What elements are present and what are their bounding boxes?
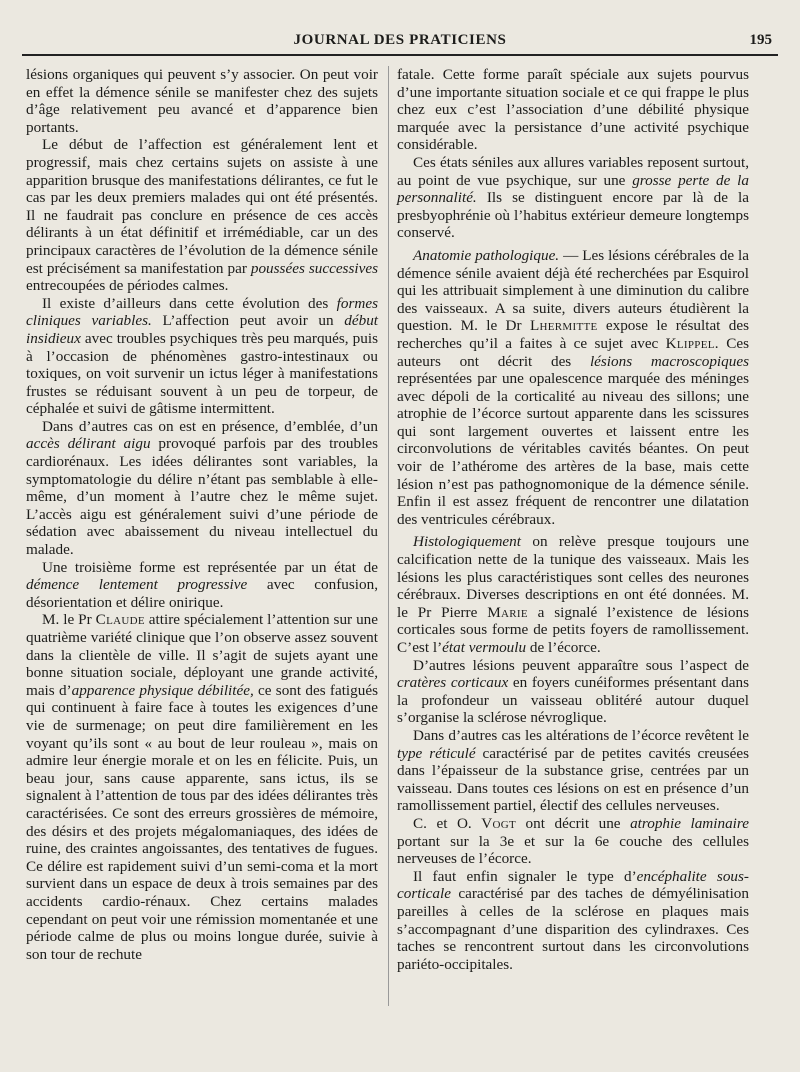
paragraph: Une troisième forme est représentée par un état de démence lentement progressive avec confusion, désorientation et délire onirique. <box>26 558 378 611</box>
left-column <box>26 66 378 963</box>
paragraph: Dans d’autres cas on est en présence, d’emblée, d’un accès délirant aigu provoqué parfois par des troubles cardiorénaux. Les idées délirantes sont variables, la symptomatologie du délire n’étant pas semblable à elle-même, d’un moment à l’autre chez le même sujet. L’accès aigu est généralement suivi d’une période de sédation avec abaissement du niveau intellectuel du malade. <box>26 417 378 559</box>
right-column <box>397 66 749 973</box>
paragraph: Il existe d’ailleurs dans cette évolution des formes cliniques variables. L’affection peut avoir un début insidieux avec troubles psychiques très peu marqués, puis à l’occasion de phénomènes gastro-intestinaux ou toxiques, on voit survenir un ictus léger à manifestations frustes se réduisant souvent à un peu de torpeur, de céphalée et suivi de gâtisme intermittent. <box>26 294 379 418</box>
paragraph: C. et O. Vogt ont décrit une atrophie laminaire portant sur la 3e et sur la 6e couche des cellules nerveuses de l’écorce. <box>397 814 749 868</box>
paragraph: Il faut enfin signaler le type d’encéphalite sous-corticale caractérisé par des taches de démyélinisation pareilles à celles de la sclérose en plaques mais s’accompagnant d’une disparition des cylindraxes. Ces taches se rencontrent surtout dans les circonvolutions pariéto-occipitales. <box>397 867 749 973</box>
paragraph: fatale. Cette forme paraît spéciale aux sujets pourvus d’une importante situation sociale et ce qui frappe le plus chez eux c’est l’association d’une débilité physique marquée avec la persistance d’une activité psychique considérable. <box>397 66 749 154</box>
journal-title: JOURNAL DES PRATICIENS <box>293 32 507 48</box>
header-rule <box>22 54 778 56</box>
column-divider <box>388 66 389 1006</box>
paragraph: Histologiquement on relève presque toujours une calcification nette de la tunique des vaisseaux. Mais les lésions les plus caractéristiques sont celles des neurones cérébraux. Diverses descriptions en ont été données. M. le Pr Pierre Marie a signalé l’existence de lésions corticales sous forme de petits foyers de ramollissement. C’est l’état vermoulu de l’écorce. <box>397 533 750 656</box>
paragraph: lésions organiques qui peuvent s’y associer. On peut voir en effet la démence sénile se manifester chez des sujets d’âge relativement peu avancé et d’apparence bien portants. <box>26 66 378 136</box>
paragraph: D’autres lésions peuvent apparaître sous l’aspect de cratères corticaux en foyers cunéiformes présentant dans la profondeur un vaisseau oblitéré autour duquel s’organise la sclérose névroglique. <box>397 656 749 727</box>
paragraph: Dans d’autres cas les altérations de l’écorce revêtent le type réticulé caractérisé par de petites cavités creusées dans l’épaisseur de la substance grise, centrées par un vaisseau. Dans toutes ces lésions on est en présence d’un ramollissement partiel, électif des cellules nerveuses. <box>397 726 749 815</box>
paragraph: M. le Pr Claude attire spécialement l’attention sur une quatrième variété clinique que l’on observe assez souvent dans la clientèle de ville. Il s’agit de sujets ayant une bonne situation sociale, déployant une grande activité, mais d’apparence physique débilitée, ce sont des fatigués qui continuent à faire face à toutes les exigences d’une vie de surmenage; on peut dire familièrement en les voyant qu’ils sont « au bout de leur rouleau », mais on admire leur énergie morale et on les en félicite. Puis, un beau jour, sans cause apparente, sans ictus, ils se signalent à l’attention de tous par des idées délirantes très caractérisées. Ce sont des erreurs grossières de mémoire, des désirs et des projets mégalomaniaques, des idées de ruine, des craintes angoissantes, des tentatives de fugues. Ce délire est rapidement suivi d’un semi-coma et la mort survient dans un espace de deux à trois semaines par des accidents cardio-rénaux. Chez certains malades cependant on peut voir une rémission momentanée et une période calme de plus ou moins longue durée, suivie à son tour de rechute <box>26 611 379 963</box>
paragraph: Ces états séniles aux allures variables reposent surtout, au point de vue psychique, sur une grosse perte de la personnalité. Ils se distinguent encore par là de la presbyophrénie où l’habitus extérieur demeure longtemps conservé. <box>397 153 749 242</box>
paragraph: Le début de l’affection est généralement lent et progressif, mais chez certains sujets on assiste à une apparition brusque des manifestations délirantes, ce fut le cas par les deux premiers malades qui ont été présentés. Il ne faudrait pas conclure en présence de ces accès délirants à un état définitif et irrémédiable, car un des principaux caractères de l’évolution de la démence sénile est précisément sa manifestation par poussées successives entrecoupées de périodes calmes. <box>26 136 378 295</box>
running-header <box>22 28 778 58</box>
page-number: 195 <box>749 32 772 48</box>
section-anatomie: Anatomie pathologique. — Les lésions cérébrales de la démence sénile avaient déjà été recherchées par Esquirol qui les attribuait simplement à une diminution du calibre des vaisseaux. A sa suite, divers auteurs étudièrent la question. M. le Dr Lhermitte expose le résultat des recherches qu’il a faites à ce sujet avec Klippel. Ces auteurs ont décrit des lésions macroscopiques représentées par une opalescence marquée des méninges avec dépoli de la corticalité au niveau des sillons; une atrophie de l’écorce surtout apparente dans les scissures qui sont largement ouvertes et laissent entre les circonvolutions de véritables cavités béantes. On peut voir de l’athérome des artères de la base, mais cette lésion n’est pas pathognomonique de la démence sénile. Enfin il est assez fréquent de rencontrer une dilatation des ventricules cérébraux. <box>397 246 749 528</box>
